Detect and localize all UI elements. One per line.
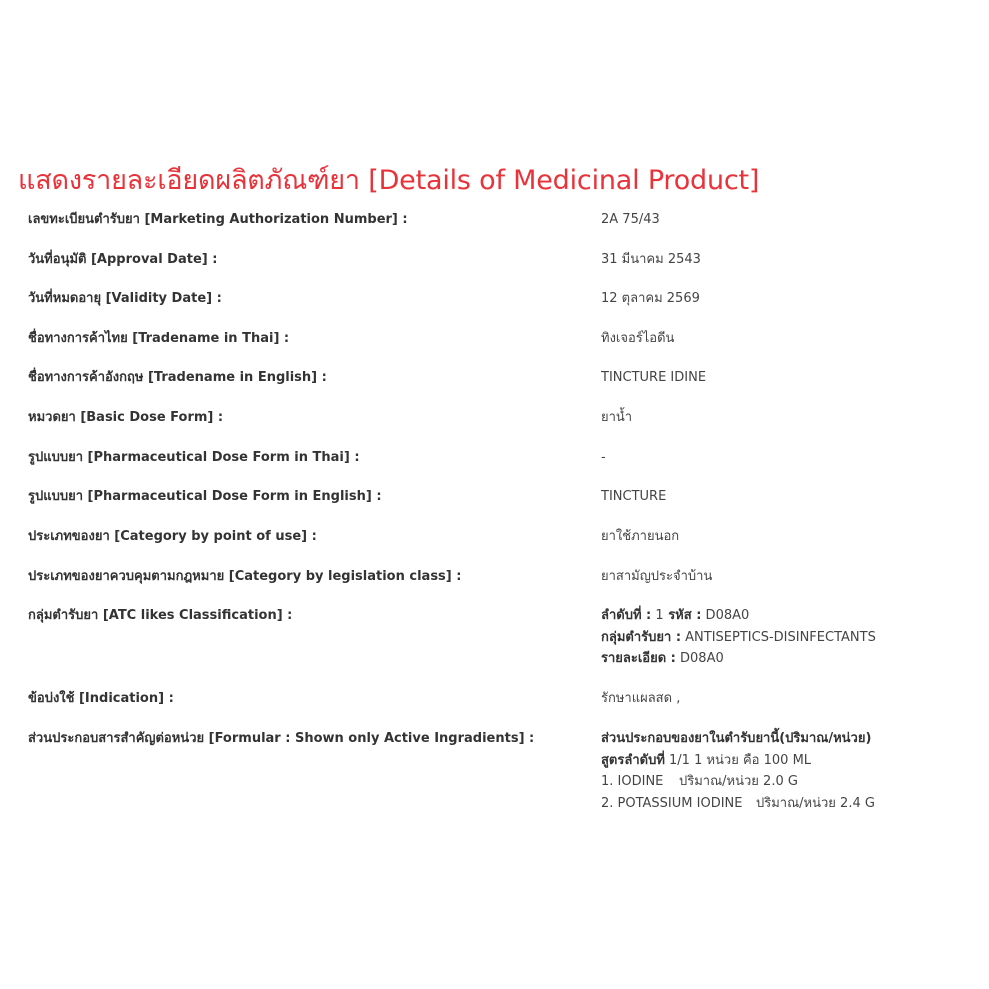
detail-value: TINCTURE IDINE bbox=[601, 370, 707, 385]
ingredient-row bbox=[601, 793, 981, 815]
detail-label: หมวดยา [Basic Dose Form] : bbox=[28, 410, 224, 425]
atc-detail-line bbox=[601, 648, 981, 670]
ingredient-name: 1. IODINE bbox=[601, 774, 664, 789]
formula-recipe-line bbox=[601, 750, 981, 772]
formula-value bbox=[601, 728, 981, 814]
atc-code-value: D08A0 bbox=[701, 608, 750, 623]
ingredient-amount: ปริมาณ/หน่วย 2.4 G bbox=[756, 795, 875, 811]
atc-detail-value: D08A0 bbox=[675, 651, 724, 666]
detail-value: ยาน้ำ bbox=[601, 410, 633, 425]
atc-value bbox=[601, 605, 981, 670]
atc-group-value: ANTISEPTICS-DISINFECTANTS bbox=[681, 629, 876, 645]
detail-value: TINCTURE bbox=[601, 489, 667, 504]
detail-value: รักษาแผลสด , bbox=[601, 691, 681, 706]
detail-label: รูปแบบยา [Pharmaceutical Dose Form in English] : bbox=[28, 489, 382, 504]
formula-heading-text: ส่วนประกอบของยาในตำรับยานี้(ปริมาณ/หน่วย) bbox=[601, 731, 872, 746]
atc-group-label: กลุ่มตำรับยา : bbox=[601, 629, 682, 645]
atc-group-line bbox=[601, 627, 981, 649]
detail-label: กลุ่มตำรับยา [ATC likes Classification] : bbox=[28, 608, 293, 623]
atc-order-value: 1 bbox=[651, 608, 664, 623]
detail-value: 12 ตุลาคม 2569 bbox=[601, 291, 700, 306]
detail-label: ชื่อทางการค้าไทย [Tradename in Thai] : bbox=[28, 331, 290, 346]
atc-order-label: ลำดับที่ : bbox=[601, 608, 652, 623]
detail-label: รูปแบบยา [Pharmaceutical Dose Form in Thai] : bbox=[28, 450, 360, 465]
detail-label: ชื่อทางการค้าอังกฤษ [Tradename in English] : bbox=[28, 370, 327, 385]
atc-order-line bbox=[601, 605, 981, 627]
detail-label: ประเภทของยาควบคุมตามกฎหมาย [Category by legislation class] : bbox=[28, 569, 462, 584]
page-title: แสดงรายละเอียดผลิตภัณฑ์ยา [Details of Medicinal Product] bbox=[18, 165, 760, 196]
detail-label: ประเภทของยา [Category by point of use] : bbox=[28, 529, 317, 544]
detail-value: ทิงเจอร์ไอดีน bbox=[601, 331, 675, 346]
detail-value: 2A 75/43 bbox=[601, 212, 660, 227]
detail-label: ข้อบ่งใช้ [Indication] : bbox=[28, 691, 174, 706]
detail-value: ยาใช้ภายนอก bbox=[601, 529, 680, 544]
atc-detail-label: รายละเอียด : bbox=[601, 651, 676, 666]
formula-recipe-label: สูตรลำดับที่ bbox=[601, 752, 665, 768]
detail-value: ยาสามัญประจำบ้าน bbox=[601, 569, 713, 584]
detail-value: 31 มีนาคม 2543 bbox=[601, 252, 701, 267]
ingredient-name: 2. POTASSIUM IODINE bbox=[601, 795, 743, 811]
detail-value: - bbox=[601, 450, 606, 465]
detail-label: ส่วนประกอบสารสำคัญต่อหน่วย [Formular : Shown only Active Ingradients] : bbox=[28, 731, 535, 746]
formula-heading bbox=[601, 728, 981, 750]
detail-label: วันที่อนุมัติ [Approval Date] : bbox=[28, 252, 218, 267]
atc-code-label: รหัส : bbox=[663, 608, 702, 623]
detail-label: เลขทะเบียนตำรับยา [Marketing Authorization Number] : bbox=[28, 212, 408, 227]
detail-label: วันที่หมดอายุ [Validity Date] : bbox=[28, 291, 222, 306]
ingredient-amount: ปริมาณ/หน่วย 2.0 G bbox=[679, 774, 798, 789]
ingredient-row bbox=[601, 771, 981, 793]
formula-recipe-value: 1/1 1 หน่วย คือ 100 ML bbox=[664, 752, 812, 768]
